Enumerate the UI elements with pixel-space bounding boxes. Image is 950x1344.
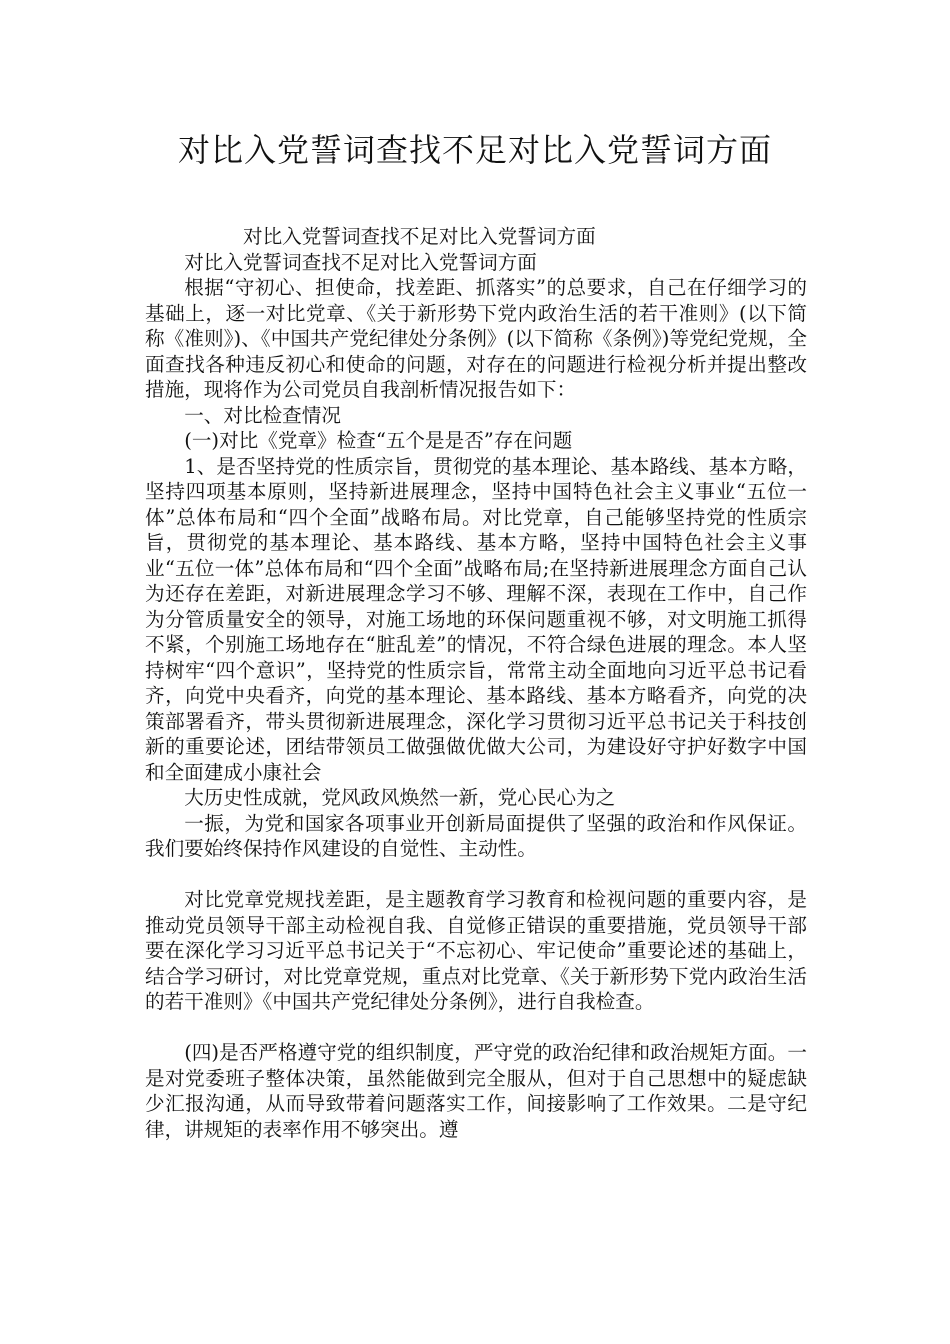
subtitle-line: 对比入党誓词查找不足对比入党誓词方面	[243, 225, 596, 248]
paragraph: 对比入党誓词查找不足对比入党誓词方面	[184, 250, 537, 274]
paragraph: 一振，为党和国家各项事业开创新局面提供了坚强的政治和作风保证。我们要始终保持作风建设的自觉性、主动性。	[145, 811, 807, 860]
paragraph: (四)是否严格遵守党的组织制度，严守党的政治纪律和政治规矩方面。一是对党委班子整体决策，虽然能做到完全服从，但对于自己思想中的疑虑缺少汇报沟通，从而导致带着问题落实工作，间接影响了工作效果。二是守纪律，讲规矩的表率作用不够突出。遵	[145, 1041, 807, 1141]
paragraph: 根据“守初心、担使命，找差距、抓落实”的总要求，自己在仔细学习的基础上，逐一对比党章、《关于新形势下党内政治生活的若干准则》(以下简称《准则》)、《中国共产党纪律处分条例》(以下简称《条例》)等党纪党规，全面查找各种违反初心和使命的问题，对存在的问题进行检视分析并提出整改措施，现将作为公司党员自我剖析情况报告如下：	[145, 276, 807, 401]
section-heading: 一、对比检查情况	[184, 403, 341, 427]
paragraph: 1、是否坚持党的性质宗旨，贯彻党的基本理论、基本路线、基本方略，坚持四项基本原则，坚持新进展理念，坚持中国特色社会主义事业“五位一体”总体布局和“四个全面”战略布局。对比党章，自己能够坚持党的性质宗旨，贯彻党的基本理论、基本路线、基本方略，坚持中国特色社会主义事业“五位一体”总体布局和“四个全面”战略布局;在坚持新进展理念方面自己认为还存在差距，对新进展理念学习不够、理解不深，表现在工作中，自己作为分管质量安全的领导，对施工场地的环保问题重视不够，对文明施工抓得不紧，个别施工场地存在“脏乱差”的情况，不符合绿色进展的理念。本人坚持树牢“四个意识”，坚持党的性质宗旨，常常主动全面地向习近平总书记看齐，向党中央看齐，向党的基本理论、基本路线、基本方略看齐，向党的决策部署看齐，带头贯彻新进展理念，深化学习贯彻习近平总书记关于科技创新的重要论述，团结带领员工做强做优做大公司，为建设好守护好数字中国和全面建成小康社会	[145, 454, 807, 784]
paragraph: 对比党章党规找差距，是主题教育学习教育和检视问题的重要内容，是推动党员领导干部主动检视自我、自觉修正错误的重要措施，党员领导干部要在深化学习习近平总书记关于“不忘初心、牢记使命”重要论述的基础上，结合学习研讨，对比党章党规，重点对比党章、《关于新形势下党内政治生活的若干准则》《中国共产党纪律处分条例》，进行自我检查。	[145, 888, 807, 1013]
document-title: 对比入党誓词查找不足对比入党誓词方面	[177, 131, 772, 169]
subsection-heading: (一)对比《党章》检查“五个是是否”存在问题	[184, 429, 573, 452]
document-body	[145, 224, 807, 1142]
paragraph: 大历史性成就，党风政风焕然一新，党心民心为之	[184, 786, 616, 809]
